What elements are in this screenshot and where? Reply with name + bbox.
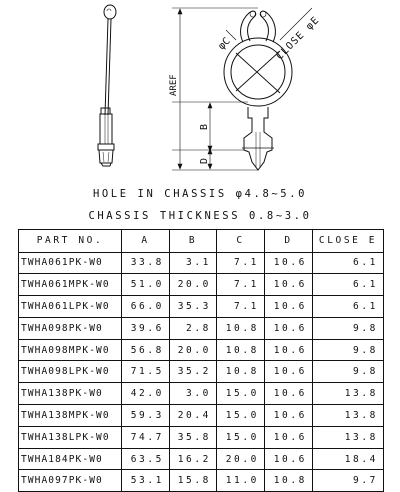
header-a: A xyxy=(122,230,170,253)
header-d: D xyxy=(265,230,313,253)
b-cell: 35.2 xyxy=(170,361,217,383)
d-cell: 10.6 xyxy=(265,448,313,470)
part-no-cell: TWHA184PK-W0 xyxy=(19,448,122,470)
side-view xyxy=(98,5,116,166)
part-no-cell: TWHA138MPK-W0 xyxy=(19,405,122,427)
front-view xyxy=(224,11,292,170)
table-row xyxy=(19,426,384,448)
d-cell: 10.6 xyxy=(265,339,313,361)
d-cell: 10.8 xyxy=(265,470,313,492)
table-row xyxy=(19,448,384,470)
c-cell: 10.8 xyxy=(217,317,265,339)
c-cell: 15.0 xyxy=(217,383,265,405)
d-cell: 10.6 xyxy=(265,426,313,448)
close-e-cell: 9.8 xyxy=(313,339,384,361)
part-no-cell: TWHA061LPK-W0 xyxy=(19,296,122,318)
header-part-no: PART NO. xyxy=(19,230,122,253)
d-cell: 10.6 xyxy=(265,383,313,405)
table-row xyxy=(19,383,384,405)
c-cell: 11.0 xyxy=(217,470,265,492)
part-no-cell: TWHA098LPK-W0 xyxy=(19,361,122,383)
c-cell: 7.1 xyxy=(217,274,265,296)
a-cell: 71.5 xyxy=(122,361,170,383)
dim-c-label: φC xyxy=(216,35,233,53)
table-row xyxy=(19,317,384,339)
close-e-cell: 9.8 xyxy=(313,361,384,383)
close-e-cell: 13.8 xyxy=(313,426,384,448)
a-cell: 53.1 xyxy=(122,470,170,492)
dimension-lines xyxy=(172,8,312,170)
d-cell: 10.6 xyxy=(265,405,313,427)
d-cell: 10.6 xyxy=(265,274,313,296)
close-e-cell: 9.8 xyxy=(313,317,384,339)
b-cell: 16.2 xyxy=(170,448,217,470)
table-row xyxy=(19,296,384,318)
b-cell: 15.8 xyxy=(170,470,217,492)
b-cell: 35.8 xyxy=(170,426,217,448)
c-cell: 10.8 xyxy=(217,361,265,383)
c-cell: 10.8 xyxy=(217,339,265,361)
close-e-cell: 13.8 xyxy=(313,383,384,405)
part-no-cell: TWHA138LPK-W0 xyxy=(19,426,122,448)
table-row xyxy=(19,405,384,427)
c-cell: 7.1 xyxy=(217,296,265,318)
d-cell: 10.6 xyxy=(265,296,313,318)
table-row xyxy=(19,339,384,361)
dimension-table xyxy=(18,229,384,492)
thickness-note: CHASSIS THICKNESS 0.8~3.0 xyxy=(88,210,312,222)
dim-a-label: AREF xyxy=(169,74,179,96)
close-e-label: CLOSE φE xyxy=(274,14,322,63)
a-cell: 33.8 xyxy=(122,252,170,274)
part-no-cell: TWHA138PK-W0 xyxy=(19,383,122,405)
close-e-cell: 6.1 xyxy=(313,252,384,274)
a-cell: 56.8 xyxy=(122,339,170,361)
part-no-cell: TWHA061PK-W0 xyxy=(19,252,122,274)
table-row xyxy=(19,274,384,296)
a-cell: 63.5 xyxy=(122,448,170,470)
a-cell: 51.0 xyxy=(122,274,170,296)
close-e-cell: 6.1 xyxy=(313,274,384,296)
part-no-cell: TWHA097PK-W0 xyxy=(19,470,122,492)
table-header-row xyxy=(19,230,384,253)
c-cell: 15.0 xyxy=(217,426,265,448)
close-e-cell: 6.1 xyxy=(313,296,384,318)
table-row xyxy=(19,252,384,274)
part-no-cell: TWHA098PK-W0 xyxy=(19,317,122,339)
a-cell: 39.6 xyxy=(122,317,170,339)
c-cell: 15.0 xyxy=(217,405,265,427)
header-b: B xyxy=(170,230,217,253)
header-close-e: CLOSE E xyxy=(313,230,384,253)
table-row xyxy=(19,470,384,492)
a-cell: 74.7 xyxy=(122,426,170,448)
d-cell: 10.6 xyxy=(265,317,313,339)
c-cell: 20.0 xyxy=(217,448,265,470)
dim-b-label: B xyxy=(199,123,210,130)
d-cell: 10.6 xyxy=(265,252,313,274)
b-cell: 3.1 xyxy=(170,252,217,274)
dim-d-label: D xyxy=(199,157,210,164)
close-e-cell: 13.8 xyxy=(313,405,384,427)
c-cell: 7.1 xyxy=(217,252,265,274)
header-c: C xyxy=(217,230,265,253)
a-cell: 59.3 xyxy=(122,405,170,427)
b-cell: 3.0 xyxy=(170,383,217,405)
b-cell: 35.3 xyxy=(170,296,217,318)
d-cell: 10.6 xyxy=(265,361,313,383)
table-row xyxy=(19,361,384,383)
close-e-cell: 9.7 xyxy=(313,470,384,492)
b-cell: 20.0 xyxy=(170,339,217,361)
part-no-cell: TWHA098MPK-W0 xyxy=(19,339,122,361)
hole-note: HOLE IN CHASSIS φ4.8~5.0 xyxy=(92,188,308,200)
b-cell: 20.0 xyxy=(170,274,217,296)
b-cell: 2.8 xyxy=(170,317,217,339)
close-e-cell: 18.4 xyxy=(313,448,384,470)
a-cell: 66.0 xyxy=(122,296,170,318)
part-drawing xyxy=(0,0,400,185)
part-no-cell: TWHA061MPK-W0 xyxy=(19,274,122,296)
b-cell: 20.4 xyxy=(170,405,217,427)
a-cell: 42.0 xyxy=(122,383,170,405)
